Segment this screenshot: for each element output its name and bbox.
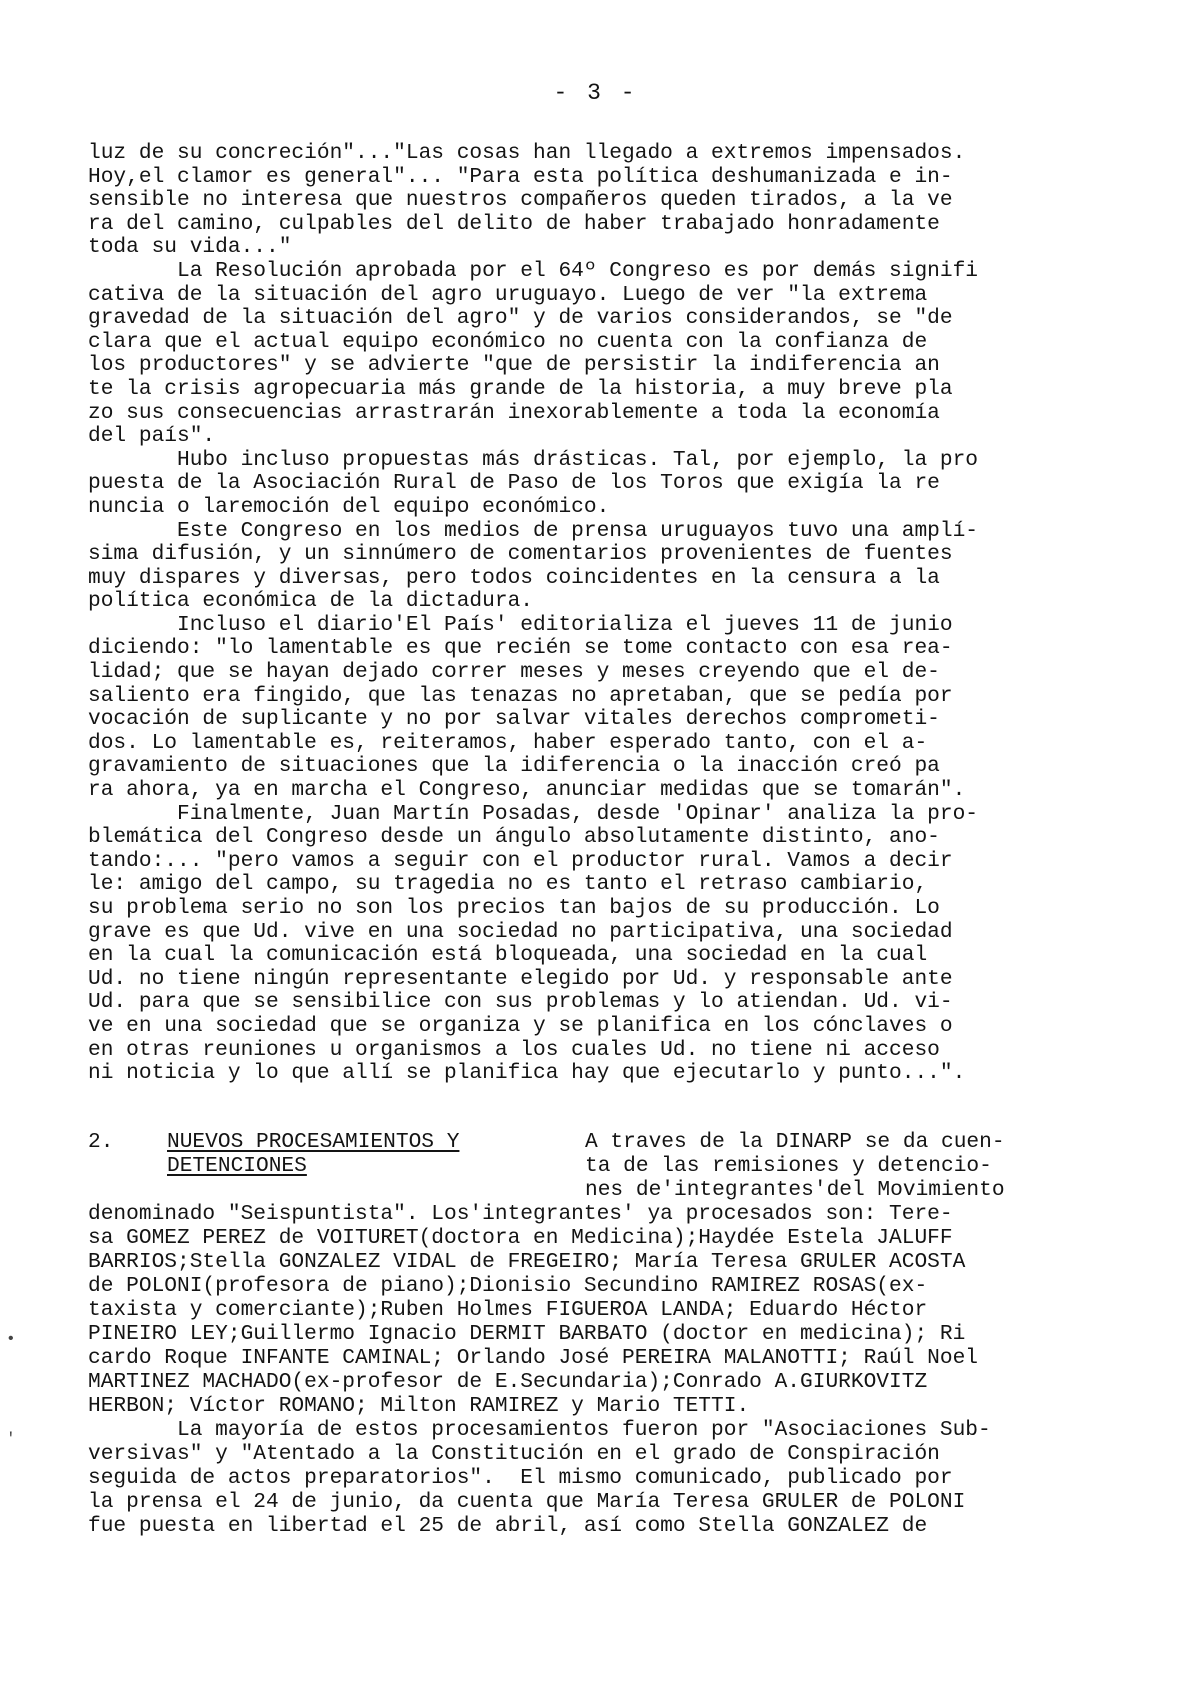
text-line: sensible no interesa que nuestros compañeros queden tirados, a la ve [88,188,953,213]
text-line: cardo Roque INFANTE CAMINAL; Orlando José PEREIRA MALANOTTI; Raúl Noel [88,1346,979,1370]
text-line: zo sus consecuencias arrastrarán inexorablemente a toda la economía [88,400,940,425]
text-line: Hoy,el clamor es general"... "Para esta política deshumanizada e in- [88,164,953,189]
section-body-text [88,1202,1118,1538]
text-line: te la crisis agropecuaria más grande de la historia, a muy breve pla [88,376,953,401]
text-line: La Resolución aprobada por el 64º Congreso es por demás signifi [88,258,979,283]
text-line: nuncia o laremoción del equipo económico. [88,494,610,519]
text-line: del país". [88,424,216,449]
text-line: vocación de suplicante y no por salvar vitales derechos comprometi- [88,707,940,732]
text-line: seguida de actos preparatorios". El mismo comunicado, publicado por [88,1466,953,1490]
text-line: sa GOMEZ PEREZ de VOITURET(doctora en Medicina);Haydée Estela JALUFF [88,1226,953,1250]
page-number: - 3 - [553,80,638,106]
text-line: clara que el actual equipo económico no cuenta con la confianza de [88,329,928,354]
text-line: toda su vida..." [88,235,292,260]
section-title-line: DETENCIONES [167,1154,307,1178]
text-line: política económica de la dictadura. [88,589,534,614]
text-line: luz de su concreción"..."Las cosas han llegado a extremos impensados. [88,141,966,165]
text-line: ra ahora, ya en marcha el Congreso, anunciar medidas que se tomarán". [88,778,966,803]
text-line: HERBON; Víctor ROMANO; Milton RAMIREZ y Mario TETTI. [88,1394,750,1418]
text-line: muy dispares y diversas, pero todos coincidentes en la censura a la [88,565,940,590]
text-line: BARRIOS;Stella GONZALEZ VIDAL de FREGEIRO; María Teresa GRULER ACOSTA [88,1250,966,1274]
text-line: nes de'integrantes'del Movimiento [585,1178,1005,1202]
text-line: la prensa el 24 de junio, da cuenta que María Teresa GRULER de POLONI [88,1490,966,1514]
text-line: versivas" y "Atentado a la Constitución en el grado de Conspiración [88,1442,940,1466]
text-line: fue puesta en libertad el 25 de abril, así como Stella GONZALEZ de [88,1514,928,1538]
text-line: cativa de la situación del agro uruguayo. Luego de ver "la extrema [88,282,928,307]
text-line: ra del camino, culpables del delito de haber trabajado honradamente [88,211,940,236]
text-line: ta de las remisiones y detencio- [585,1154,992,1178]
text-line: La mayoría de estos procesamientos fueron por "Asociaciones Sub- [88,1418,991,1442]
text-line: sima difusión, y un sinnúmero de comentarios provenientes de fuentes [88,542,953,567]
text-line: blemática del Congreso desde un ángulo absolutamente distinto, ano- [88,825,940,850]
section-number: 2. [88,1130,114,1154]
text-line: Incluso el diario'El País' editorializa el jueves 11 de junio [88,612,953,637]
text-line: A traves de la DINARP se da cuen- [585,1130,1005,1154]
text-line: en la cual la comunicación está bloqueada, una sociedad en la cual [88,943,928,968]
text-line: gravamiento de situaciones que la idiferencia o la inacción creó pa [88,754,940,779]
text-line: PINEIRO LEY;Guillermo Ignacio DERMIT BARBATO (doctor en medicina); Ri [88,1322,966,1346]
text-line: tando:... "pero vamos a seguir con el productor rural. Vamos a decir [88,848,953,873]
text-line: taxista y comerciante);Ruben Holmes FIGUEROA LANDA; Eduardo Héctor [88,1298,928,1322]
text-line: puesta de la Asociación Rural de Paso de los Toros que exigía la re [88,471,940,496]
text-line: Este Congreso en los medios de prensa uruguayos tuvo una amplí- [88,518,979,543]
section-title [167,1130,507,1178]
text-line: Finalmente, Juan Martín Posadas, desde 'Opinar' analiza la pro- [88,801,979,826]
text-line: Ud. no tiene ningún representante elegido por Ud. y responsable ante [88,966,953,991]
text-line: ve en una sociedad que se organiza y se planifica en los cónclaves o [88,1013,953,1038]
text-line: grave es que Ud. vive en una sociedad no participativa, una sociedad [88,919,953,944]
margin-mark: ' [6,1430,16,1448]
text-line: ni noticia y lo que allí se planifica hay que ejecutarlo y punto...". [88,1061,966,1086]
text-line: en otras reuniones u organismos a los cuales Ud. no tiene ni acceso [88,1037,940,1062]
section-title-line: NUEVOS PROCESAMIENTOS Y [167,1130,460,1154]
section-intro-column [585,1130,1105,1202]
text-line: su problema serio no son los precios tan bajos de su producción. Lo [88,896,940,920]
main-body-text [88,142,1118,1086]
text-line: le: amigo del campo, su tragedia no es tanto el retraso cambiario, [88,872,928,897]
text-line: saliento era fingido, que las tenazas no apretaban, que se pedía por [88,683,953,708]
text-line: MARTINEZ MACHADO(ex-profesor de E.Secundaria);Conrado A.GIURKOVITZ [88,1370,928,1394]
text-line: gravedad de la situación del agro" y de varios considerandos, se "de [88,306,953,331]
text-line: Ud. para que se sensibilice con sus problemas y lo atiendan. Ud. vi- [88,990,953,1015]
text-line: lidad; que se hayan dejado correr meses y meses creyendo que el de- [88,660,940,685]
margin-mark: • [6,1330,16,1348]
text-line: dos. Lo lamentable es, reiteramos, haber esperado tanto, con el a- [88,730,928,755]
text-line: diciendo: "lo lamentable es que recién se tome contacto con esa rea- [88,636,953,661]
text-line: los productores" y se advierte "que de persistir la indiferencia an [88,353,940,378]
text-line: de POLONI(profesora de piano);Dionisio Secundino RAMIREZ ROSAS(ex- [88,1274,928,1298]
text-line: denominado "Seispuntista". Los'integrantes' ya procesados son: Tere- [88,1202,953,1226]
text-line: Hubo incluso propuestas más drásticas. Tal, por ejemplo, la pro [88,447,979,472]
